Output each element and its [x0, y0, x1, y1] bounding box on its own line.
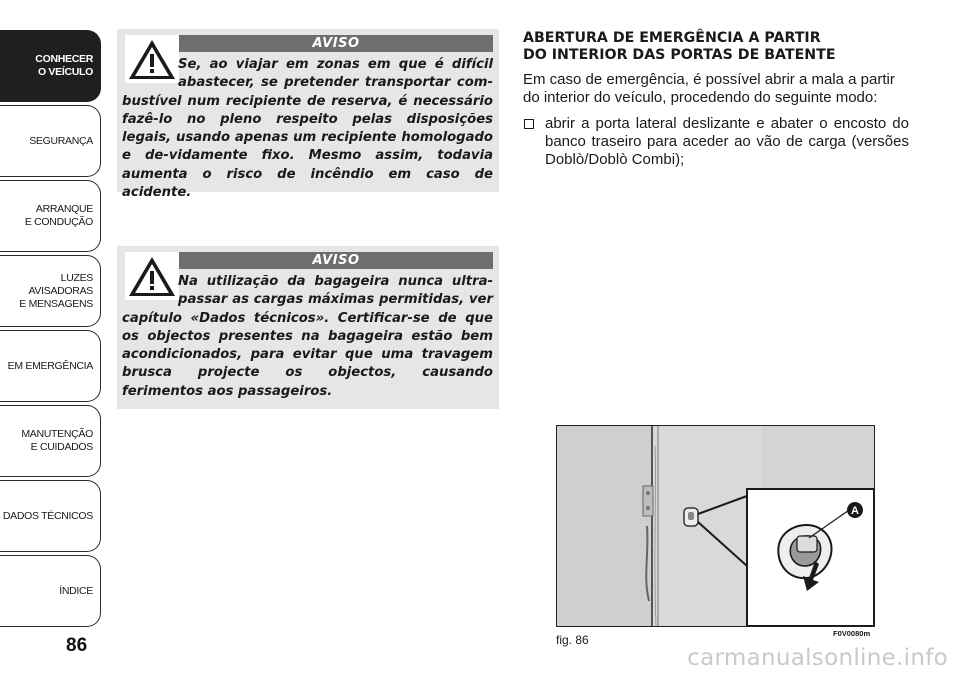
figure-caption: fig. 86: [556, 633, 589, 647]
warning-title: AVISO: [179, 252, 493, 269]
warning-box-fuel: [117, 29, 499, 201]
tab-luzes-avisadoras[interactable]: LUZES AVISADORAS E MENSAGENS: [0, 255, 101, 327]
tab-seguranca[interactable]: SEGURANÇA: [0, 105, 101, 177]
figure-86: [556, 425, 875, 627]
section-heading-line1: ABERTURA DE EMERGÊNCIA A PARTIR: [523, 30, 821, 46]
emergency-opening-section: [523, 30, 909, 169]
warning-text: Se, ao viajar em zonas em que é difícil abastecer, se pretender transportar com-bustível num recipiente de reserva, é necessário fazê-lo no pleno respeito pelas disposições legais, usando apenas um recipiente homologado e de-vidamente fixo. Mesmo assim, todavia aumenta o risco de incêndio em caso de acidente.: [122, 57, 493, 201]
warning-title: AVISO: [179, 35, 493, 52]
section-heading-line2: DO INTERIOR DAS PORTAS DE BATENTE: [523, 47, 836, 63]
tab-arranque-e-conducao[interactable]: ARRANQUE E CONDUÇÃO: [0, 180, 101, 252]
intro-paragraph: Em caso de emergência, é possível abrir a mala a partir do interior do veículo, procedendo do seguinte modo:: [523, 71, 895, 106]
tab-conhecer-o-veiculo[interactable]: CONHECER O VEÍCULO: [0, 30, 101, 102]
tab-indice[interactable]: ÍNDICE: [0, 555, 101, 627]
page-number: 86: [66, 635, 88, 656]
tab-dados-tecnicos[interactable]: DADOS TÉCNICOS: [0, 480, 101, 552]
section-heading: [523, 30, 909, 64]
bullet-square-icon: [524, 119, 534, 129]
warning-box-luggage: [117, 246, 499, 409]
tab-manutencao-e-cuidados[interactable]: MANUTENÇÃO E CUIDADOS: [0, 405, 101, 477]
callout-a-label: A: [851, 505, 859, 517]
list-item-text: abrir a porta lateral deslizante e abater o encosto do banco traseiro para aceder ao vão de carga (versões Doblò/Doblò Combi);: [545, 115, 909, 168]
figure-code: F0V0080m: [833, 629, 871, 638]
list-item: [523, 115, 909, 169]
watermark: carmanualsonline.info: [687, 645, 948, 671]
door-latch-illustration: [557, 426, 874, 626]
tab-em-emergencia[interactable]: EM EMERGÊNCIA: [0, 330, 101, 402]
warning-text: Na utilização da bagageira nunca ultra-passar as cargas máximas permitidas, ver capítulo «Dados técnicos». Certificar-se de que os objectos presentes na bagageira estão bem acondicionados, para evitar que uma travagem brusca projecte os objectos, causando ferimentos aos passageiros.: [122, 274, 493, 399]
